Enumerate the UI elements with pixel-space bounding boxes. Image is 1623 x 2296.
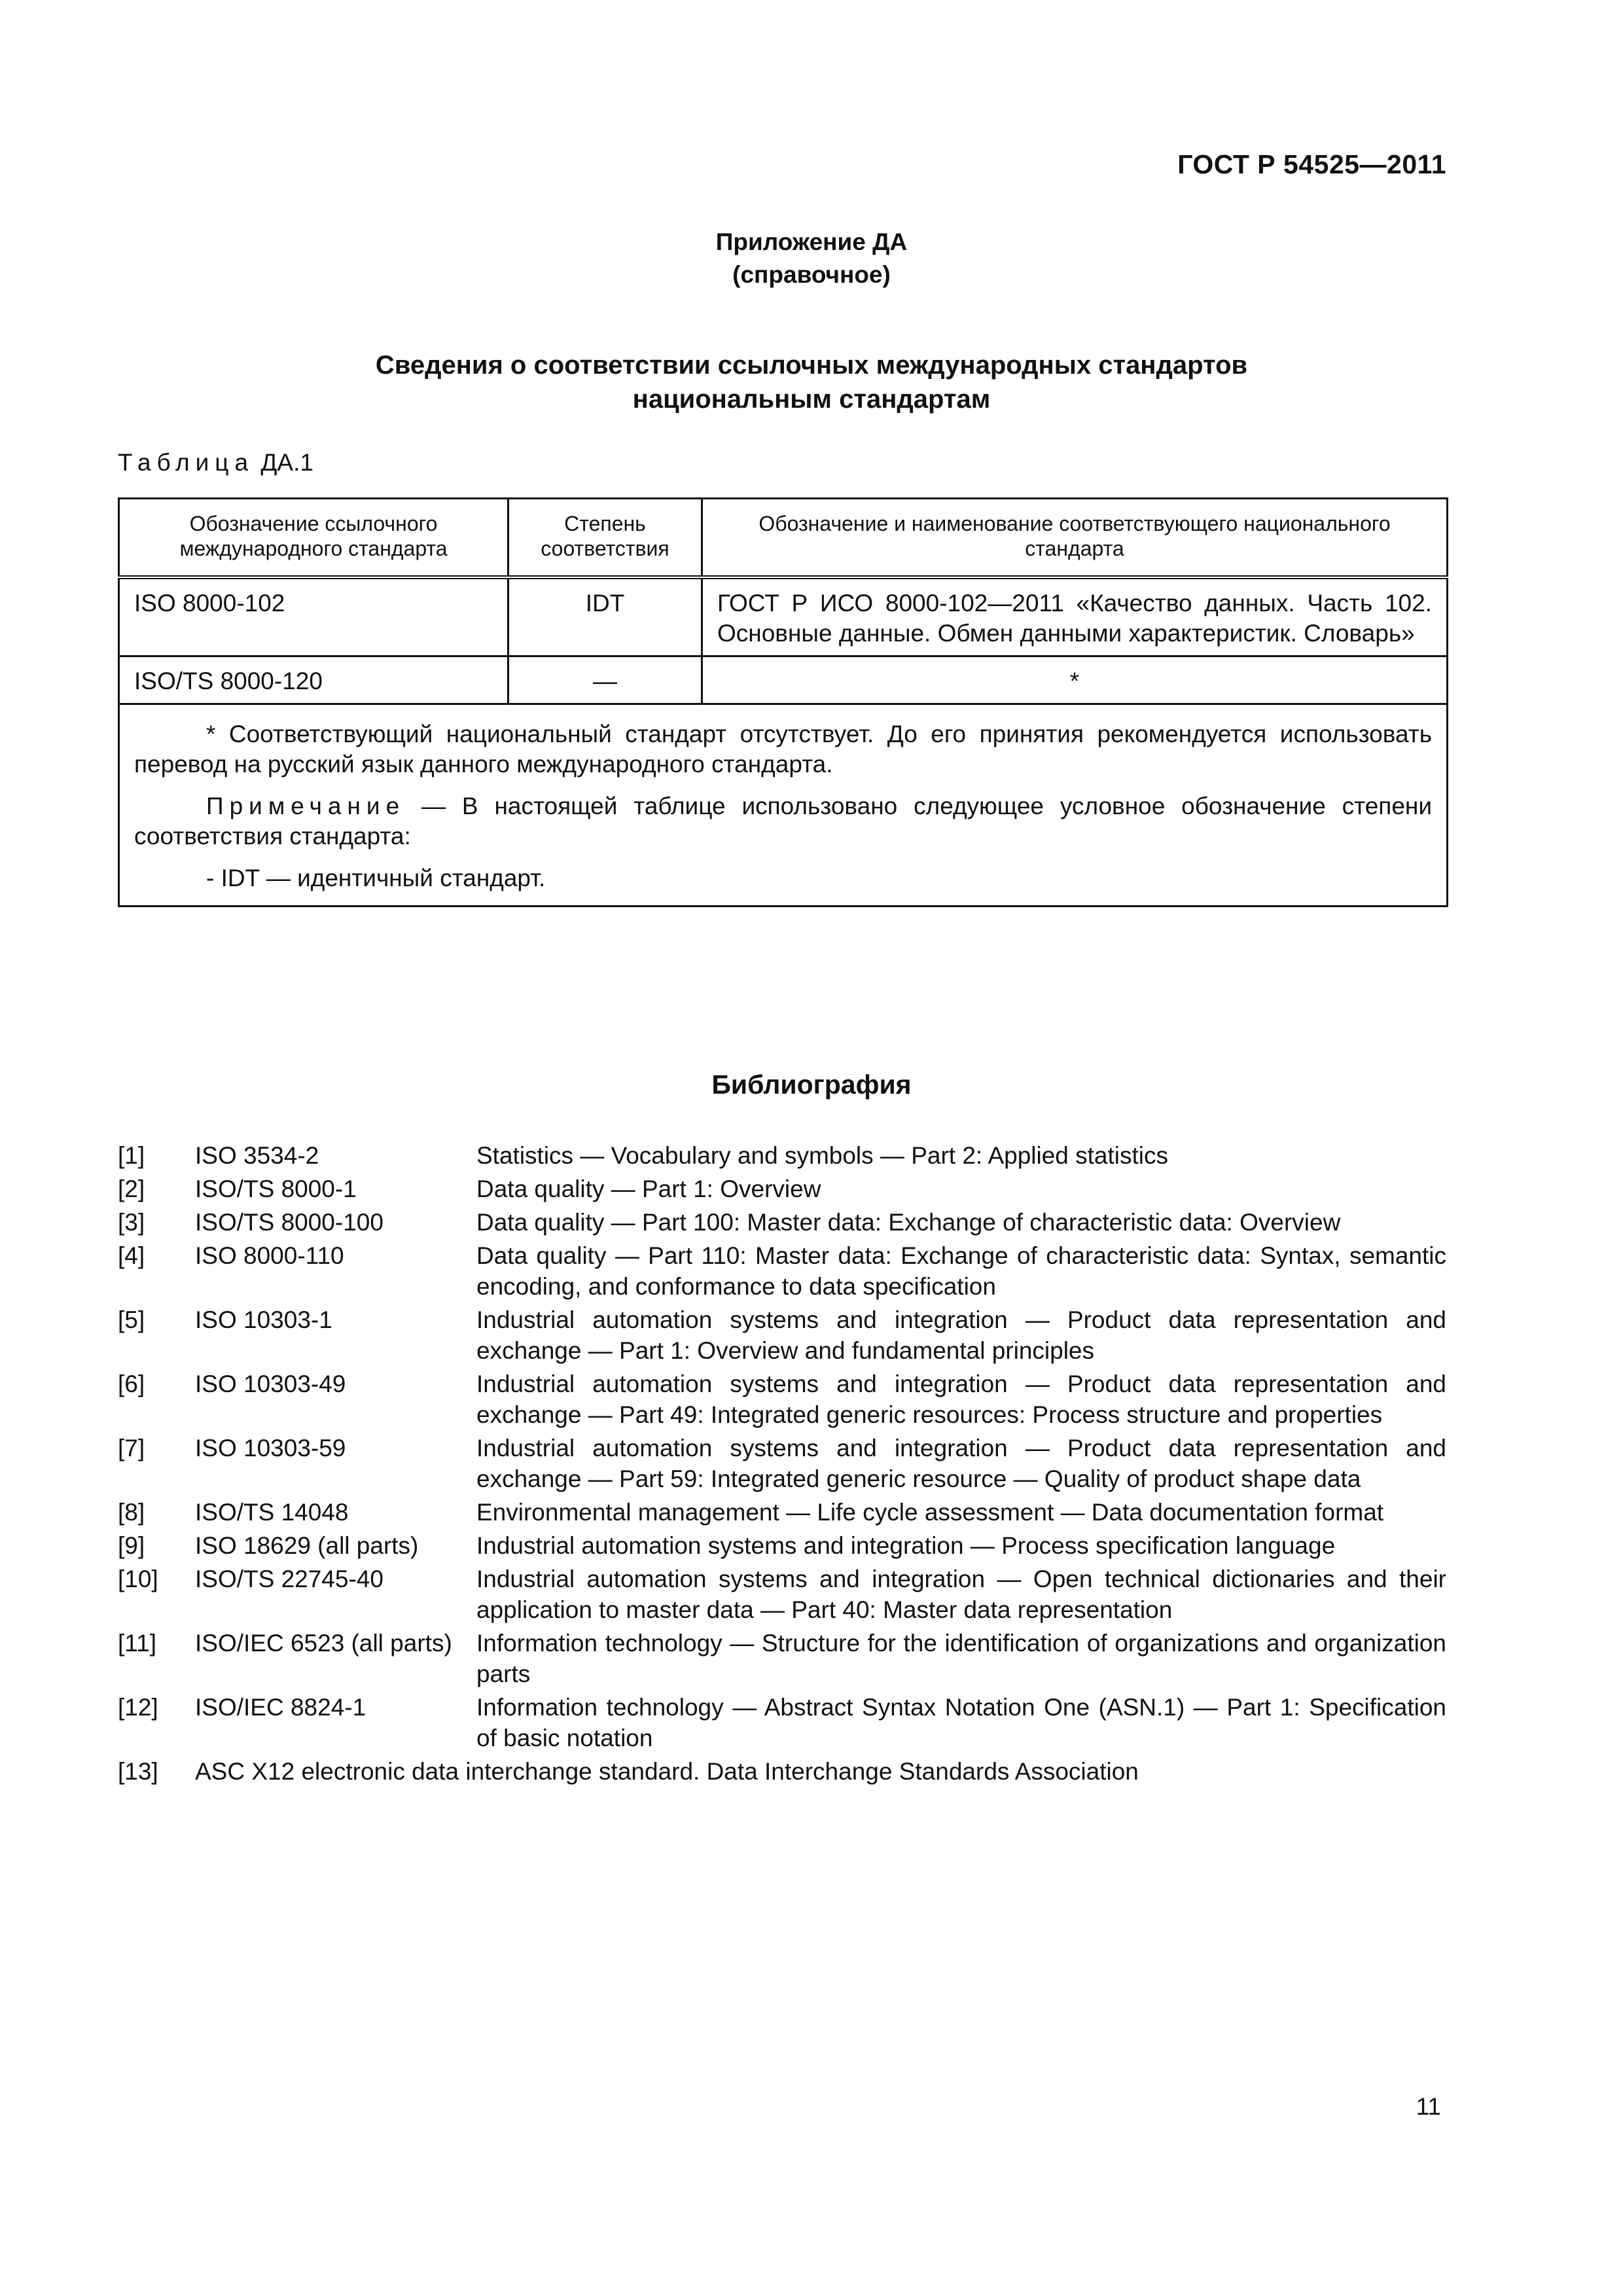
bib-number: [9] xyxy=(118,1532,145,1559)
cell-intl-standard: ISO/TS 8000-120 xyxy=(119,656,508,704)
bib-title: Information technology — Structure for the identification of organizations and organization parts xyxy=(476,1630,1446,1687)
bibliography-item xyxy=(118,1756,1446,1787)
bib-title: Industrial automation systems and integration — Open technical dictionaries and their application to master data — Part 40: Master data representation xyxy=(476,1566,1446,1623)
table-header-row xyxy=(119,499,1448,578)
bib-code: ISO 10303-1 xyxy=(195,1306,332,1333)
table-footnote: * Соответствующий национальный стандарт отсутствует. До его принятия рекомендуется использовать перевод на русский язык данного международного стандарта. xyxy=(134,721,1432,778)
bib-number: [10] xyxy=(118,1566,158,1592)
bib-number: [1] xyxy=(118,1142,145,1169)
bib-code: ISO 10303-59 xyxy=(195,1435,346,1462)
bib-number: [4] xyxy=(118,1242,145,1269)
bib-number: [6] xyxy=(118,1371,145,1397)
bib-code: ISO 8000-110 xyxy=(195,1242,344,1269)
annex-title-line-2: национальным стандартам xyxy=(632,385,991,414)
bib-title: Industrial automation systems and integration — Process specification language xyxy=(476,1532,1336,1559)
bibliography-item xyxy=(118,1497,1446,1528)
note-label: Примечание xyxy=(206,793,406,819)
bib-title: Information technology — Abstract Syntax Notation One (ASN.1) — Part 1: Specification of basic notation xyxy=(476,1694,1446,1751)
bib-number: [2] xyxy=(118,1175,145,1202)
bib-title: Data quality — Part 110: Master data: Exchange of characteristic data: Syntax, semantic encoding, and conformance to data specification xyxy=(476,1242,1446,1300)
bibliography-item xyxy=(118,1433,1446,1494)
page-number: 11 xyxy=(1416,2093,1441,2120)
bib-title: Data quality — Part 1: Overview xyxy=(476,1175,821,1202)
bib-code: ISO/IEC 6523 (all parts) xyxy=(195,1630,452,1657)
bib-code: ISO/IEC 8824-1 xyxy=(195,1694,366,1721)
bibliography-item xyxy=(118,1564,1446,1625)
table-label xyxy=(118,449,313,476)
table-notes-row xyxy=(119,704,1448,906)
bib-title: Data quality — Part 100: Master data: Exchange of characteristic data: Overview xyxy=(476,1209,1341,1236)
table-label-word: Таблица xyxy=(118,449,255,476)
bib-title: Statistics — Vocabulary and symbols — Part 2: Applied statistics xyxy=(476,1142,1169,1169)
cell-degree: IDT xyxy=(508,577,702,656)
annex-title xyxy=(0,348,1623,416)
bib-code: ISO/TS 8000-1 xyxy=(195,1175,357,1202)
bib-number: [12] xyxy=(118,1694,158,1721)
bib-code: ISO 10303-49 xyxy=(195,1371,346,1397)
header-intl-standard: Обозначение ссылочного международного стандарта xyxy=(119,499,508,578)
bibliography-item xyxy=(118,1207,1446,1238)
bib-code: ISO/TS 14048 xyxy=(195,1499,349,1526)
bib-number: [5] xyxy=(118,1306,145,1333)
bib-title: Industrial automation systems and integration — Product data representation and exchange — Part 1: Overview and fundamental principles xyxy=(476,1306,1446,1364)
bibliography-item xyxy=(118,1304,1446,1366)
table-note xyxy=(134,791,1432,852)
header-degree: Степень соответствия xyxy=(508,499,702,578)
bib-code: ISO/TS 22745-40 xyxy=(195,1566,383,1592)
cell-degree: — xyxy=(508,656,702,704)
annex-title-line-1: Сведения о соответствии ссылочных международных стандартов xyxy=(375,351,1248,380)
appendix-title: Приложение ДА xyxy=(715,228,908,255)
bibliography-item xyxy=(118,1174,1446,1204)
bibliography-list xyxy=(118,1140,1446,1789)
note-list-item: - IDT — идентичный стандарт. xyxy=(206,865,546,891)
bib-number: [3] xyxy=(118,1209,145,1236)
bib-title: Industrial automation systems and integration — Product data representation and exchange — Part 59: Integrated generic resource — Quality of product shape data xyxy=(476,1435,1446,1492)
bibliography-heading: Библиография xyxy=(711,1069,912,1100)
bib-title: Industrial automation systems and integration — Product data representation and exchange — Part 49: Integrated generic resources: Process structure and properties xyxy=(476,1371,1446,1428)
appendix-subtitle: (справочное) xyxy=(732,261,891,288)
bibliography-item xyxy=(118,1369,1446,1430)
cell-national-standard: * xyxy=(702,656,1448,704)
bibliography-item xyxy=(118,1530,1446,1561)
bib-code: ISO/TS 8000-100 xyxy=(195,1209,383,1236)
header-national-standard: Обозначение и наименование соответствующего национального стандарта xyxy=(702,499,1448,578)
bibliography-item xyxy=(118,1628,1446,1689)
cell-intl-standard: ISO 8000-102 xyxy=(119,577,508,656)
bibliography-item xyxy=(118,1692,1446,1753)
bibliography-item xyxy=(118,1240,1446,1302)
bibliography-item xyxy=(118,1140,1446,1171)
cell-national-standard: ГОСТ Р ИСО 8000-102—2011 «Качество данных. Часть 102. Основные данные. Обмен данными характеристик. Словарь» xyxy=(702,577,1448,656)
table-row xyxy=(119,577,1448,656)
table-notes xyxy=(119,704,1448,906)
bib-number: [11] xyxy=(118,1630,156,1657)
bib-code: ISO 3534-2 xyxy=(195,1142,319,1169)
correspondence-table xyxy=(118,497,1448,907)
bib-title: Environmental management — Life cycle assessment — Data documentation format xyxy=(476,1499,1384,1526)
bib-number: [8] xyxy=(118,1499,145,1526)
bib-code: ISO 18629 (all parts) xyxy=(195,1532,419,1559)
table-label-number: ДА.1 xyxy=(260,449,313,476)
table-row xyxy=(119,656,1448,704)
bib-full-reference: ASC X12 electronic data interchange standard. Data Interchange Standards Association xyxy=(195,1758,1139,1785)
document-code: ГОСТ Р 54525—2011 xyxy=(1177,149,1446,179)
bib-number: [7] xyxy=(118,1435,145,1462)
bib-number: [13] xyxy=(118,1758,158,1785)
appendix-heading xyxy=(0,226,1623,291)
note-text: — В настоящей таблице использовано следующее условное обозначение степени соответствия стандарта: xyxy=(134,793,1432,850)
